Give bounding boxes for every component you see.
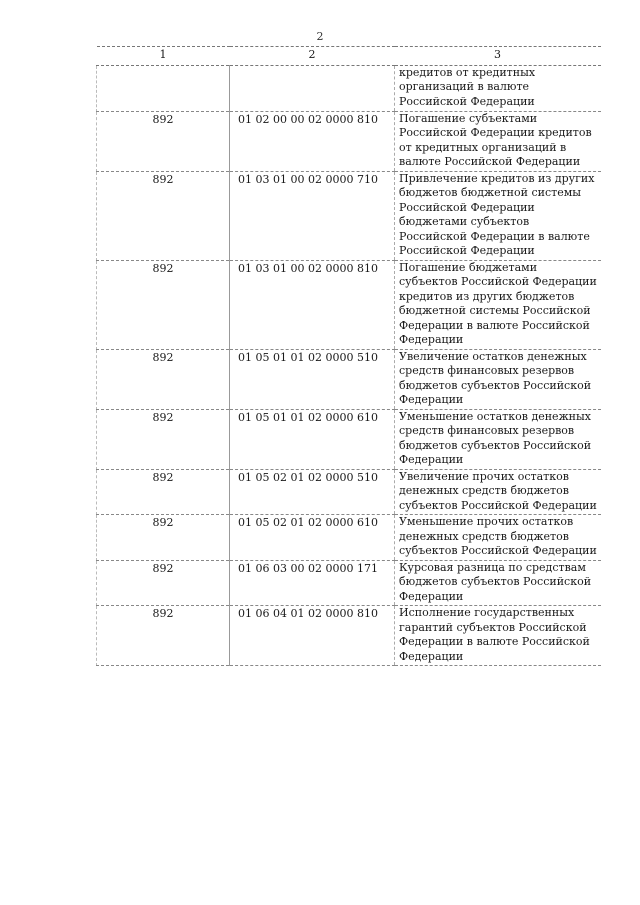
source-name-cell: Увеличение прочих остатков денежных средств бюджетов субъектов Российской Федерации: [395, 469, 601, 515]
table-row: [97, 260, 601, 349]
table-row: [97, 560, 601, 606]
table-row: [97, 111, 601, 171]
budget-code-cell: 01 03 01 00 02 0000 810: [230, 260, 395, 349]
admin-code-cell: 892: [97, 469, 230, 515]
budget-sources-table: [96, 46, 601, 666]
budget-code-cell: 01 05 02 01 02 0000 610: [230, 515, 395, 561]
source-name-cell: Погашение субъектами Российской Федерации кредитов от кредитных организаций в валюте Российской Федерации: [395, 111, 601, 171]
budget-code-cell: 01 05 02 01 02 0000 510: [230, 469, 395, 515]
budget-code-cell: 01 03 01 00 02 0000 710: [230, 171, 395, 260]
column-header-2: 2: [230, 47, 395, 66]
column-header-3: 3: [395, 47, 601, 66]
source-name-cell: Увеличение остатков денежных средств финансовых резервов бюджетов субъектов Российской Федерации: [395, 349, 601, 409]
admin-code-cell: 892: [97, 349, 230, 409]
budget-code-cell: 01 06 04 01 02 0000 810: [230, 606, 395, 666]
admin-code-cell: 892: [97, 560, 230, 606]
source-name-cell: Привлечение кредитов из других бюджетов бюджетной системы Российской Федерации бюджетами субъектов Российской Федерации в валюте Российской Федерации: [395, 171, 601, 260]
budget-code-cell: 01 06 03 00 02 0000 171: [230, 560, 395, 606]
source-name-cell: Исполнение государственных гарантий субъектов Российской Федерации в валюте Российской Федерации: [395, 606, 601, 666]
budget-code-cell: 01 02 00 00 02 0000 810: [230, 111, 395, 171]
source-name-cell: Курсовая разница по средствам бюджетов субъектов Российской Федерации: [395, 560, 601, 606]
table-row: [97, 349, 601, 409]
admin-code-cell: 892: [97, 409, 230, 469]
table-row: [97, 606, 601, 666]
source-name-cell: Уменьшение прочих остатков денежных средств бюджетов субъектов Российской Федерации: [395, 515, 601, 561]
page-number: 2: [316, 30, 324, 43]
source-name-cell: кредитов от кредитных организаций в валюте Российской Федерации: [395, 65, 601, 111]
column-header-1: 1: [97, 47, 230, 66]
source-name-cell: Погашение бюджетами субъектов Российской Федерации кредитов из других бюджетов бюджетной системы Российской Федерации в валюте Российской Федерации: [395, 260, 601, 349]
table-row-continuation: [97, 65, 601, 111]
admin-code-cell: [97, 65, 230, 111]
table-header-row: [97, 47, 601, 66]
admin-code-cell: 892: [97, 515, 230, 561]
table-row: [97, 409, 601, 469]
admin-code-cell: 892: [97, 171, 230, 260]
table-row: [97, 469, 601, 515]
budget-code-cell: 01 05 01 01 02 0000 610: [230, 409, 395, 469]
admin-code-cell: 892: [97, 606, 230, 666]
budget-code-cell: 01 05 01 01 02 0000 510: [230, 349, 395, 409]
table-row: [97, 515, 601, 561]
budget-code-cell: [230, 65, 395, 111]
admin-code-cell: 892: [97, 260, 230, 349]
source-name-cell: Уменьшение остатков денежных средств финансовых резервов бюджетов субъектов Российской Федерации: [395, 409, 601, 469]
admin-code-cell: 892: [97, 111, 230, 171]
table-row: [97, 171, 601, 260]
